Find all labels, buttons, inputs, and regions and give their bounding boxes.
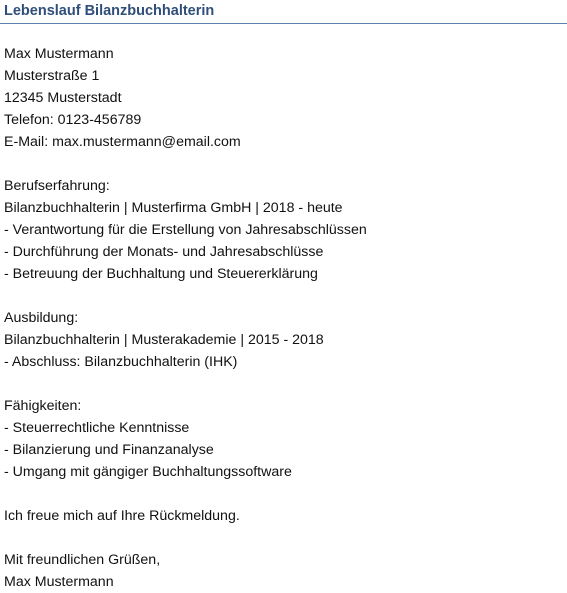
experience-item: - Verantwortung für die Erstellung von Jahresabschlüssen [4, 222, 367, 238]
education-item: - Abschluss: Bilanzbuchhalterin (IHK) [4, 354, 238, 370]
contact-street: Musterstraße 1 [4, 68, 100, 84]
contact-city: 12345 Musterstadt [4, 90, 122, 106]
experience-section [4, 175, 367, 285]
document-body [4, 43, 367, 593]
skills-heading: Fähigkeiten: [4, 398, 82, 414]
title-divider [0, 23, 567, 24]
skills-item: - Umgang mit gängiger Buchhaltungssoftware [4, 464, 292, 480]
closing-sentence: Ich freue mich auf Ihre Rückmeldung. [4, 508, 240, 524]
contact-phone: Telefon: 0123-456789 [4, 112, 142, 128]
experience-item: - Durchführung der Monats- und Jahresabschlüsse [4, 244, 324, 260]
education-section [4, 307, 367, 373]
experience-item: - Betreuung der Buchhaltung und Steuererklärung [4, 266, 318, 282]
spacer [4, 527, 367, 549]
contact-name: Max Mustermann [4, 46, 114, 62]
skills-section [4, 395, 367, 483]
spacer [4, 153, 367, 175]
closing-greeting: Mit freundlichen Grüßen, [4, 552, 161, 568]
education-entry: Bilanzbuchhalterin | Musterakademie | 2015 - 2018 [4, 332, 324, 348]
closing-section [4, 505, 367, 593]
skills-item: - Bilanzierung und Finanzanalyse [4, 442, 214, 458]
experience-position: Bilanzbuchhalterin | Musterfirma GmbH | 2018 - heute [4, 200, 343, 216]
spacer [4, 483, 367, 505]
spacer [4, 285, 367, 307]
experience-heading: Berufserfahrung: [4, 178, 110, 194]
signature-name: Max Mustermann [4, 574, 114, 590]
skills-item: - Steuerrechtliche Kenntnisse [4, 420, 190, 436]
contact-email: E-Mail: max.mustermann@email.com [4, 134, 241, 150]
document-title: Lebenslauf Bilanzbuchhalterin [4, 3, 215, 19]
education-heading: Ausbildung: [4, 310, 79, 326]
spacer [4, 373, 367, 395]
contact-block [4, 43, 367, 153]
